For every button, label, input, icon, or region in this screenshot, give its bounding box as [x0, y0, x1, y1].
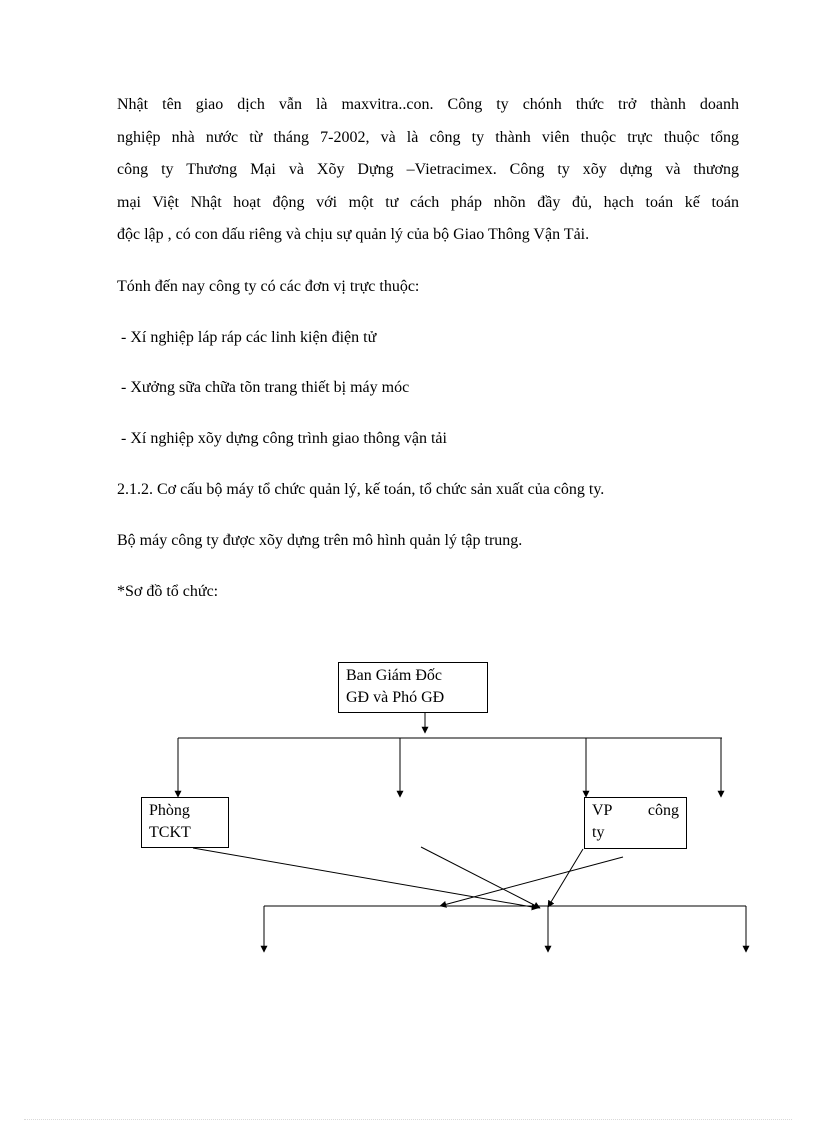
box-line: ty: [592, 824, 605, 841]
connector-line: [193, 848, 538, 908]
unit-item: - Xí nghiệp xõy dựng công trình giao thông vận tải: [117, 430, 447, 447]
box-line: Ban Giám Đốc: [346, 667, 442, 684]
page-bottom-rule: [24, 1119, 792, 1120]
box-line: TCKT: [149, 824, 191, 841]
units-intro: Tónh đến nay công ty có các đơn vị trực thuộc:: [117, 278, 420, 295]
paragraph-line: Nhật tên giao dịch vẫn là maxvitra..con. Công ty chónh thức trở thành doanh: [117, 96, 739, 113]
box-line: VP công: [592, 802, 679, 819]
section-heading: 2.1.2. Cơ cấu bộ máy tổ chức quản lý, kế toán, tổ chức sản xuất của công ty.: [117, 481, 605, 498]
box-line: Phòng: [149, 802, 190, 819]
structure-note: Bộ máy công ty được xõy dựng trên mô hình quản lý tập trung.: [117, 532, 523, 549]
connector-line: [440, 857, 623, 906]
paragraph-line: công ty Thương Mại và Xõy Dựng –Vietracimex. Công ty xõy dựng và thương: [117, 161, 739, 178]
paragraph-line: nghiệp nhà nước từ tháng 7-2002, và là công ty thành viên thuộc trực thuộc tổng: [117, 128, 739, 146]
connector-line: [548, 849, 583, 907]
company-office-box: [584, 797, 687, 849]
unit-item: - Xưởng sữa chữa tõn trang thiết bị máy móc: [117, 379, 410, 396]
paragraph-line: độc lập , có con dấu riêng và chịu sự quản lý của bộ Giao Thông Vận Tải.: [117, 226, 590, 243]
board-of-directors-box: [338, 662, 488, 713]
box-line: GĐ và Phó GĐ: [346, 689, 445, 706]
finance-department-box: [141, 797, 229, 848]
chart-label: *Sơ đồ tổ chức:: [117, 583, 219, 600]
paragraph-line: mại Việt Nhật hoạt động với một tư cách pháp nhõn đầy đủ, hạch toán kế toán: [117, 193, 739, 211]
connector-line: [421, 847, 540, 908]
unit-item: - Xí nghiệp láp ráp các linh kiện điện tử: [117, 329, 377, 346]
